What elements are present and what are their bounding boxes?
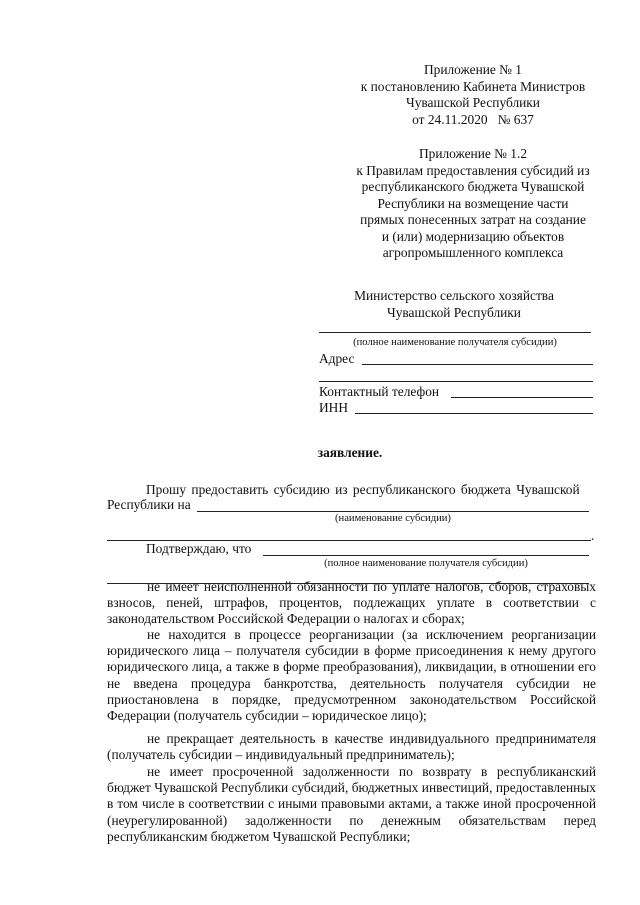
condition-paragraph-3 <box>107 731 596 763</box>
addressee-block <box>324 288 584 321</box>
condition-paragraph-1 <box>107 579 596 628</box>
addressee-line-2: Чувашской Республики <box>387 304 521 320</box>
appendix-1-2-line-6: и (или) модернизацию объектов <box>381 228 565 244</box>
appendix-1-2-number: Приложение № 1.2 <box>418 146 528 161</box>
appendix-1-2-line-7: агропромышленного комплекса <box>382 245 564 260</box>
appendix-1-2-line-2: к Правилам предоставления субсидий из <box>356 162 590 178</box>
appendix-1-resolution: к постановлению Кабинета Министров <box>360 78 586 94</box>
request-line-2-label: Республики на <box>107 497 191 512</box>
address-field-line-2[interactable] <box>319 381 593 382</box>
condition-text-2: не находится в процессе реорганизации (за исключением реорганизации юридического лица – получателя субсидии в форме присоединения к нему другого юридического лица, а также в форме преобразования), ликвидации, в отношении его не введена процедура банкротства, деятельность получателя субсидии не приостановлена в порядке, предусмотренном законодательством Российской Федерации (получатель субсидии – юридическое лицо); <box>107 627 596 724</box>
subsidy-name-field[interactable] <box>197 511 589 512</box>
appendix-1-republic: Чувашской Республики <box>406 95 540 110</box>
appendix-1-2-header <box>334 146 612 262</box>
addressee-line-1: Министерство сельского хозяйства <box>354 288 554 303</box>
document-title: заявление. <box>317 445 383 460</box>
condition-text-3: не прекращает деятельность в качестве индивидуального предпринимателя (получатель субсидии – индивидуальный предприниматель); <box>107 731 596 763</box>
appendix-1-2-line-4: Республики на возмещение части <box>377 195 569 211</box>
phone-field[interactable] <box>451 397 593 398</box>
recipient-name-field[interactable] <box>319 332 591 333</box>
inn-label: ИНН <box>319 400 349 415</box>
confirm-recipient-field[interactable] <box>263 555 589 556</box>
condition-text-1: не имеет неисполненной обязанности по уплате налогов, сборов, страховых взносов, пеней, штрафов, процентов, подлежащих уплате в соответствии с законодательством Российской Федерации о налогах и сборах; <box>107 579 596 627</box>
appendix-1-date: от 24.11.2020 № 637 <box>412 111 534 127</box>
condition-text-4: не имеет просроченной задолженности по возврату в республиканский бюджет Чувашской Республики субсидий, бюджетных инвестиций, предоставленных в том числе в соответствии с иными правовыми актами, а также иной просроченной (неурегулированной) задолженности по денежным обязательствам перед республиканским бюджетом Чувашской Республики; <box>107 764 596 844</box>
condition-paragraph-2 <box>107 627 596 724</box>
confirm-label: Подтверждаю, что <box>146 541 252 556</box>
request-line-1: Прошу предоставить субсидию из республиканского бюджета Чувашской <box>146 482 580 497</box>
address-field[interactable] <box>362 364 593 365</box>
inn-field[interactable] <box>355 413 593 414</box>
appendix-1-2-line-3: республиканского бюджета Чувашской <box>361 179 585 194</box>
appendix-1-number: Приложение № 1 <box>423 62 523 77</box>
recipient-name-hint: (полное наименование получателя субсидии) <box>353 337 557 348</box>
condition-paragraph-4 <box>107 764 596 845</box>
appendix-1-2-line-5: прямых понесенных затрат на создание <box>360 212 586 227</box>
address-label: Адрес <box>319 351 355 366</box>
subsidy-line-period: . <box>591 528 595 543</box>
appendix-1-header <box>338 62 608 128</box>
confirm-recipient-hint: (полное наименование получателя субсидии) <box>324 558 528 569</box>
phone-label: Контактный телефон <box>319 384 440 399</box>
subsidy-name-hint: (наименование субсидии) <box>335 513 451 524</box>
